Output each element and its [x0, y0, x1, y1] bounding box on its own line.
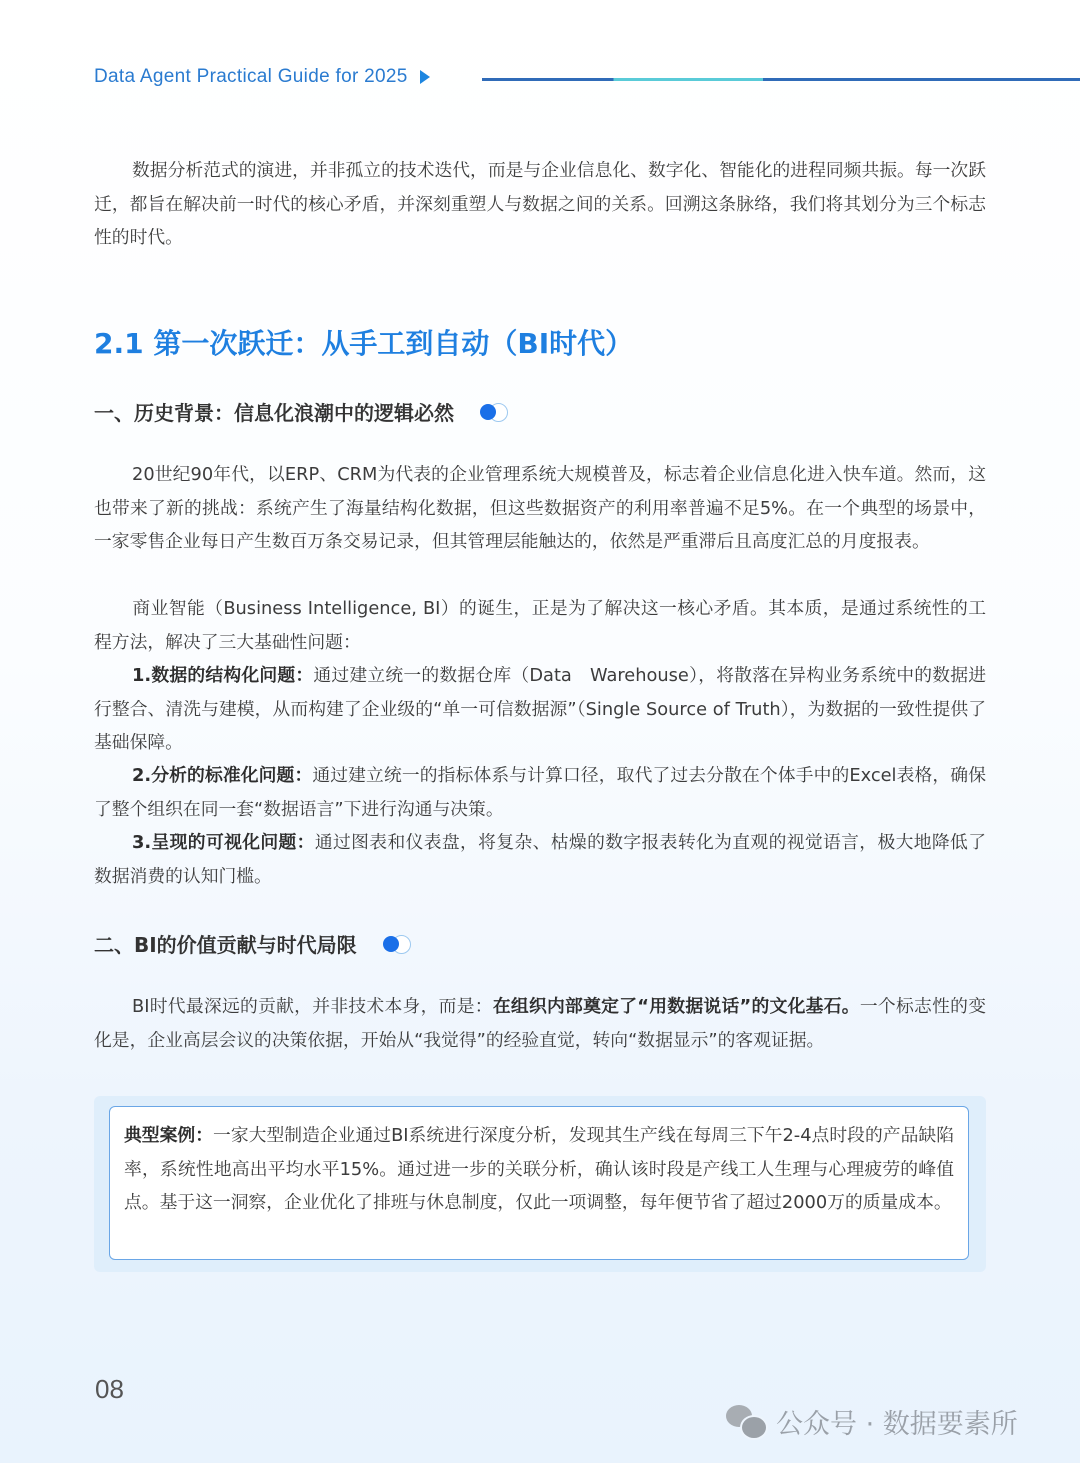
list-item	[94, 826, 986, 893]
paragraph-text: 20世纪90年代，以ERP、CRM为代表的企业管理系统大规模普及，标志着企业信息化进入快车道。然而，这也带来了新的挑战：系统产生了海量结构化数据，但这些数据资产的利用率普遍不足5%。在一个典型的场景中，一家零售企业每日产生数百万条交易记录，但其管理层能触达的，依然是严重滞后且高度汇总的月度报表。	[94, 464, 986, 552]
intro-text: 数据分析范式的演进，并非孤立的技术迭代，而是与企业信息化、数字化、智能化的进程同频共振。每一次跃迁，都旨在解决前一时代的核心矛盾，并深刻重塑人与数据之间的关系。回溯这条脉络，我们将其划分为三个标志性的时代。	[94, 160, 986, 248]
page-number: 08	[95, 1374, 124, 1404]
running-header	[94, 66, 430, 88]
paragraph-text: 商业智能（Business Intelligence, BI）的诞生，正是为了解决这一核心矛盾。其本质，是通过系统性的工程方法，解决了三大基础性问题：	[94, 598, 986, 653]
watermark-text: 公众号 · 数据要素所	[776, 1409, 1018, 1440]
wechat-icon	[726, 1405, 766, 1439]
item-text: 通过建立统一的数据仓库（Data Warehouse），将散落在异构业务系统中的数据进行整合、清洗与建模，从而构建了企业级的“单一可信数据源”（Single Source of Truth），为数据的一致性提供了基础保障。	[94, 665, 986, 753]
paragraph-emphasis: 在组织内部奠定了“用数据说话”的文化基石。	[492, 996, 860, 1017]
subsection-title: 二、BI的价值贡献与时代局限	[94, 933, 357, 957]
intro-paragraph	[94, 154, 986, 255]
item-label: 2.分析的标准化问题：	[132, 765, 313, 786]
watermark	[726, 1402, 1018, 1441]
toggle-icon	[383, 935, 411, 953]
subsection-heading-2	[94, 929, 411, 958]
case-label: 典型案例：	[124, 1125, 214, 1146]
triangle-icon	[420, 70, 430, 84]
header-divider	[482, 78, 1080, 81]
subsection-heading-1	[94, 397, 508, 426]
paragraph-text: 一个标志性的变化是，企业高层会议的决策依据，开始从“我觉得”的经验直觉，转向“数据显示”的客观证据。	[94, 996, 986, 1051]
item-label: 3.呈现的可视化问题：	[132, 832, 315, 853]
paragraph-text: BI时代最深远的贡献，并非技术本身，而是：	[132, 996, 493, 1017]
paragraph	[94, 458, 986, 559]
toggle-icon	[480, 403, 508, 421]
item-text: 通过图表和仪表盘，将复杂、枯燥的数字报表转化为直观的视觉语言，极大地降低了数据消费的认知门槛。	[94, 832, 986, 887]
case-text: 一家大型制造企业通过BI系统进行深度分析，发现其生产线在每周三下午2-4点时段的产品缺陷率，系统性地高出平均水平15%。通过进一步的关联分析，确认该时段是产线工人生理与心理疲劳的峰值点。基于这一洞察，企业优化了排班与休息制度，仅此一项调整，每年便节省了超过2000万的质量成本。	[124, 1125, 954, 1213]
header-title: Data Agent Practical Guide for 2025	[94, 66, 408, 87]
section-title: 2.1 第一次跃迁：从手工到自动（BI时代）	[94, 327, 634, 360]
case-box	[109, 1106, 969, 1260]
list-item	[94, 759, 986, 826]
item-text: 通过建立统一的指标体系与计算口径，取代了过去分散在个体手中的Excel表格，确保了整个组织在同一套“数据语言”下进行沟通与决策。	[94, 765, 986, 820]
paragraph	[94, 592, 986, 659]
item-label: 1.数据的结构化问题：	[132, 665, 314, 686]
subsection-title: 一、历史背景：信息化浪潮中的逻辑必然	[94, 401, 454, 425]
list-item	[94, 659, 986, 760]
paragraph	[94, 990, 986, 1057]
